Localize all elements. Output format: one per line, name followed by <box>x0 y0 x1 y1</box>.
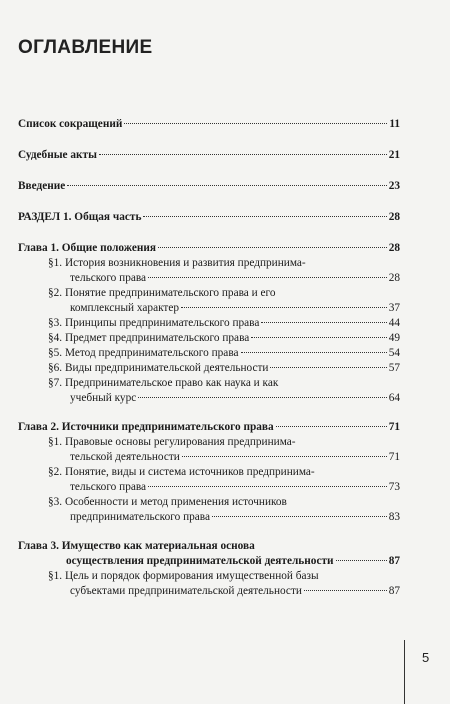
dot-leader <box>261 322 386 323</box>
toc-entry-chapter-2[interactable] <box>18 420 400 435</box>
toc-page-number: 44 <box>388 317 400 329</box>
toc-entry-label-line2: учебный курс <box>70 392 137 404</box>
toc-entry-ch1-sec3[interactable] <box>18 316 400 331</box>
toc-entry-chapter-3[interactable] <box>18 539 400 569</box>
toc-entry-label-line1: §1. Правовые основы регулирования предпринима- <box>48 436 296 448</box>
toc-entry-label: РАЗДЕЛ 1. Общая часть <box>18 211 142 223</box>
toc-page-number: 28 <box>388 242 400 254</box>
toc-page-number: 71 <box>388 421 400 433</box>
toc-entry-label-line1: §3. Особенности и метод применения источников <box>48 496 287 508</box>
toc-entry-label: Глава 2. Источники предпринимательского права <box>18 421 274 433</box>
toc-entry-ch2-sec3[interactable] <box>18 495 400 525</box>
toc-entry-label: Судебные акты <box>18 149 97 161</box>
toc-entry-label-line1: §2. Понятие, виды и система источников предпринима- <box>48 466 315 478</box>
toc-entry-abbreviations[interactable] <box>18 117 400 132</box>
page-number: 5 <box>422 650 430 665</box>
toc-page-number: 87 <box>388 585 400 597</box>
toc-entry-ch2-sec1[interactable] <box>18 435 400 465</box>
toc-entry-label-line2: тельского права <box>70 272 147 284</box>
page-title: ОГЛАВЛЕНИЕ <box>18 37 153 58</box>
dot-leader <box>270 367 386 368</box>
toc-entry-label-line2: осуществления предпринимательской деятельности <box>66 555 334 567</box>
toc-entry-ch1-sec5[interactable] <box>18 346 400 361</box>
toc-entry-chapter-1[interactable] <box>18 241 400 256</box>
toc-entry-ch1-sec7[interactable] <box>18 376 400 406</box>
dot-leader <box>148 486 387 487</box>
toc-entry-section-1[interactable] <box>18 210 400 225</box>
toc-page-number: 28 <box>388 272 400 284</box>
dot-leader <box>138 397 386 398</box>
toc-entry-label: Список сокращений <box>18 118 123 130</box>
toc-page-number: 83 <box>388 511 400 523</box>
toc-page-number: 73 <box>388 481 400 493</box>
toc-entry-court-acts[interactable] <box>18 148 400 163</box>
toc-entry-label-line1: §1. Цель и порядок формирования имущественной базы <box>48 570 319 582</box>
toc-entry-ch1-sec2[interactable] <box>18 286 400 316</box>
toc-entry-label-line1: §1. История возникновения и развития предпринима- <box>48 257 306 269</box>
dot-leader <box>181 307 387 308</box>
dot-leader <box>336 560 387 561</box>
toc-entry-label-line2: предпринимательского права <box>70 511 210 523</box>
toc-entry-introduction[interactable] <box>18 179 400 194</box>
toc-entry-ch3-sec1[interactable] <box>18 569 400 599</box>
toc-entry-label-line2: тельской деятельности <box>70 451 180 463</box>
toc-entry-label-line2: тельского права <box>70 481 147 493</box>
dot-leader <box>304 590 387 591</box>
toc-entry-ch1-sec4[interactable] <box>18 331 400 346</box>
toc-entry-label-line1: Глава 3. Имущество как материальная основа <box>18 540 255 552</box>
dot-leader <box>158 247 387 248</box>
dot-leader <box>241 352 387 353</box>
toc-entry-label: §5. Метод предпринимательского права <box>48 347 239 359</box>
toc-entry-label-line1: §7. Предпринимательское право как наука и как <box>48 377 279 389</box>
toc-entry-label-line2: субъектами предпринимательской деятельности <box>70 585 302 597</box>
page-margin-rule <box>404 640 405 704</box>
toc-page-number: 87 <box>388 555 400 567</box>
toc-entry-label: §6. Виды предпринимательской деятельности <box>48 362 269 374</box>
toc-page-number: 21 <box>388 149 400 161</box>
toc-entry-label: Глава 1. Общие положения <box>18 242 156 254</box>
toc-page-number: 71 <box>388 451 400 463</box>
toc-page-number: 37 <box>388 302 400 314</box>
toc-page-number: 64 <box>388 392 400 404</box>
dot-leader <box>148 277 387 278</box>
toc-page-number: 28 <box>388 211 400 223</box>
toc-entry-ch1-sec6[interactable] <box>18 361 400 376</box>
dot-leader <box>67 185 386 186</box>
toc-page-number: 54 <box>388 347 400 359</box>
dot-leader <box>124 123 387 124</box>
toc-entry-label-line2: комплексный характер <box>70 302 180 314</box>
toc-page-number: 23 <box>388 180 400 192</box>
dot-leader <box>143 216 386 217</box>
toc-entry-label: §3. Принципы предпринимательского права <box>48 317 260 329</box>
toc-entry-label-line1: §2. Понятие предпринимательского права и его <box>48 287 276 299</box>
toc-entry-label: §4. Предмет предпринимательского права <box>48 332 250 344</box>
toc-entry-ch2-sec2[interactable] <box>18 465 400 495</box>
toc-page-number: 11 <box>389 118 400 130</box>
toc-page-number: 57 <box>388 362 400 374</box>
dot-leader <box>276 426 387 427</box>
toc-entry-ch1-sec1[interactable] <box>18 256 400 286</box>
dot-leader <box>182 456 387 457</box>
table-of-contents <box>18 117 400 599</box>
toc-page-number: 49 <box>388 332 400 344</box>
toc-entry-label: Введение <box>18 180 66 192</box>
dot-leader <box>99 154 387 155</box>
dot-leader <box>251 337 386 338</box>
dot-leader <box>212 516 387 517</box>
